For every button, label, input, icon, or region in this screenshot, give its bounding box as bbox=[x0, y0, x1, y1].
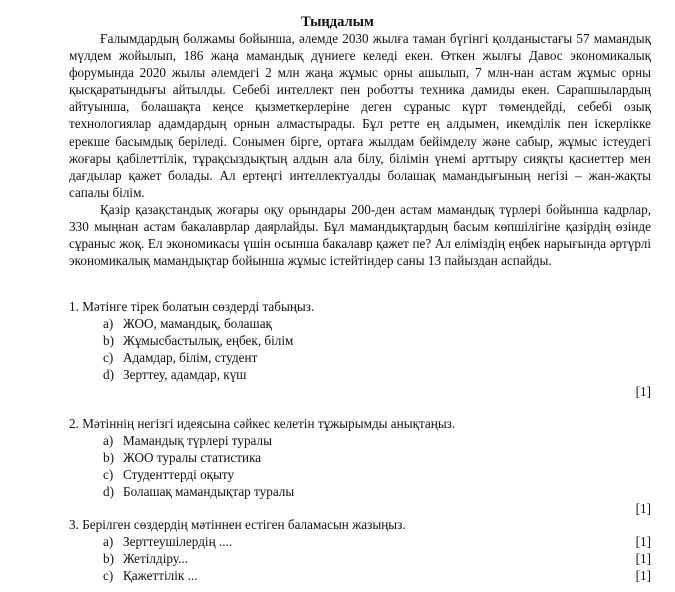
option-label: a) bbox=[103, 316, 114, 331]
option-label: c) bbox=[103, 467, 114, 482]
option-text: Студенттерді оқыту bbox=[123, 467, 235, 482]
item-label: c) bbox=[103, 568, 114, 583]
option-item[interactable] bbox=[103, 483, 651, 500]
option-item[interactable] bbox=[103, 349, 651, 366]
question-3a-mark: [1] bbox=[635, 534, 651, 549]
option-item[interactable] bbox=[103, 449, 651, 466]
option-label: b) bbox=[103, 333, 114, 348]
item-label: b) bbox=[103, 551, 114, 566]
question-1 bbox=[69, 298, 651, 383]
option-label: b) bbox=[103, 450, 114, 465]
page-title: Тыңдалым bbox=[301, 14, 374, 30]
option-text: Болашақ мамандықтар туралы bbox=[123, 484, 295, 499]
item-label: a) bbox=[103, 534, 114, 549]
option-text: Жұмысбастылық, еңбек, білім bbox=[123, 333, 294, 348]
answer-item[interactable] bbox=[103, 567, 651, 584]
question-3c-mark: [1] bbox=[635, 568, 651, 583]
option-text: Адамдар, білім, студент bbox=[123, 350, 258, 365]
question-2-options bbox=[69, 432, 651, 500]
option-item[interactable] bbox=[103, 332, 651, 349]
item-text: Қажеттілік ... bbox=[123, 568, 198, 583]
question-1-mark: [1] bbox=[635, 384, 651, 399]
question-3-items bbox=[69, 533, 651, 584]
answer-item[interactable] bbox=[103, 550, 651, 567]
option-label: d) bbox=[103, 367, 114, 382]
text-paragraph-1: Ғалымдардың болжамы бойынша, әлемде 2030 жылға таман бүгінгі қолданыстағы 57 мамандық мүлдем жойылып, 186 жаңа мамандық дүниеге келеді екен. Өткен жылғы Давос экономикалық форумында 2020 жылы әлемдегі 2 млн жаңа жұмыс орны ашылып, 7 млн-нан астам жұмыс орны қысқаратындығы айтылды. Себебі интеллект пен роботты техника дамиды екен. Сарапшылардың айтуынша, болашақта кеңсе қызметкерлеріне деген сұраныс күрт төмендейді, себебі озық технологиялар адамдардың орнын алмастырады. Бұл ретте ең алдымен, икемділік пен іскерлікке ерекше басымдық беріледі. Сонымен бірге, ортаға жылдам бейімделу және сабыр, жұмыс істеудегі жоғары қабілеттілік, тұрақсыздықтың алдын ала білу, білімін үнемі арттыру сияқты қасиеттер мен дағдылар қажет болады. Ал ертеңгі интеллектуалды болашақ мамандығының негізі – жан-жақты сапалы білім. bbox=[69, 31, 651, 200]
text-paragraph-2: Қазір қазақстандық жоғары оқу орындары 200-ден астам мамандық түрлері бойынша кадрлар, 330 мыңнан астам бакалаврлар даярлайды. Бұл мамандықтардың басым көпшілігіне қазірдің өзінде сұраныс жоқ. Ел экономикасы үшін осынша бакалавр қажет пе? Ал еліміздің еңбек нарығында әртүрлі экономикалық мамандықтар бойынша жұмыс істейтіндер саны 13 пайыздан аспайды. bbox=[69, 202, 651, 269]
option-text: ЖОО, мамандық, болашақ bbox=[123, 316, 272, 331]
question-2-text: 2. Мәтіннің негізгі идеясына сәйкес келетін тұжырымды анықтаңыз. bbox=[69, 416, 456, 431]
question-1-text: 1. Мәтінге тірек болатын сөздерді табыңыз. bbox=[69, 299, 315, 314]
item-text: Жетілдіру... bbox=[123, 551, 188, 566]
question-3 bbox=[69, 516, 651, 584]
question-1-options bbox=[69, 315, 651, 383]
option-item[interactable] bbox=[103, 432, 651, 449]
question-3-text: 3. Берілген сөздердің мәтіннен естіген баламасын жазыңыз. bbox=[69, 517, 406, 532]
option-text: Зерттеу, адамдар, күш bbox=[123, 367, 247, 382]
question-2 bbox=[69, 415, 651, 500]
option-item[interactable] bbox=[103, 315, 651, 332]
item-text: Зерттеушілердің .... bbox=[123, 534, 233, 549]
option-label: d) bbox=[103, 484, 114, 499]
option-label: a) bbox=[103, 433, 114, 448]
answer-item[interactable] bbox=[103, 533, 651, 550]
option-item[interactable] bbox=[103, 466, 651, 483]
option-text: ЖОО туралы статистика bbox=[123, 450, 262, 465]
option-item[interactable] bbox=[103, 366, 651, 383]
option-text: Мамандық түрлері туралы bbox=[123, 433, 272, 448]
question-2-mark: [1] bbox=[635, 501, 651, 516]
option-label: c) bbox=[103, 350, 114, 365]
question-3b-mark: [1] bbox=[635, 551, 651, 566]
